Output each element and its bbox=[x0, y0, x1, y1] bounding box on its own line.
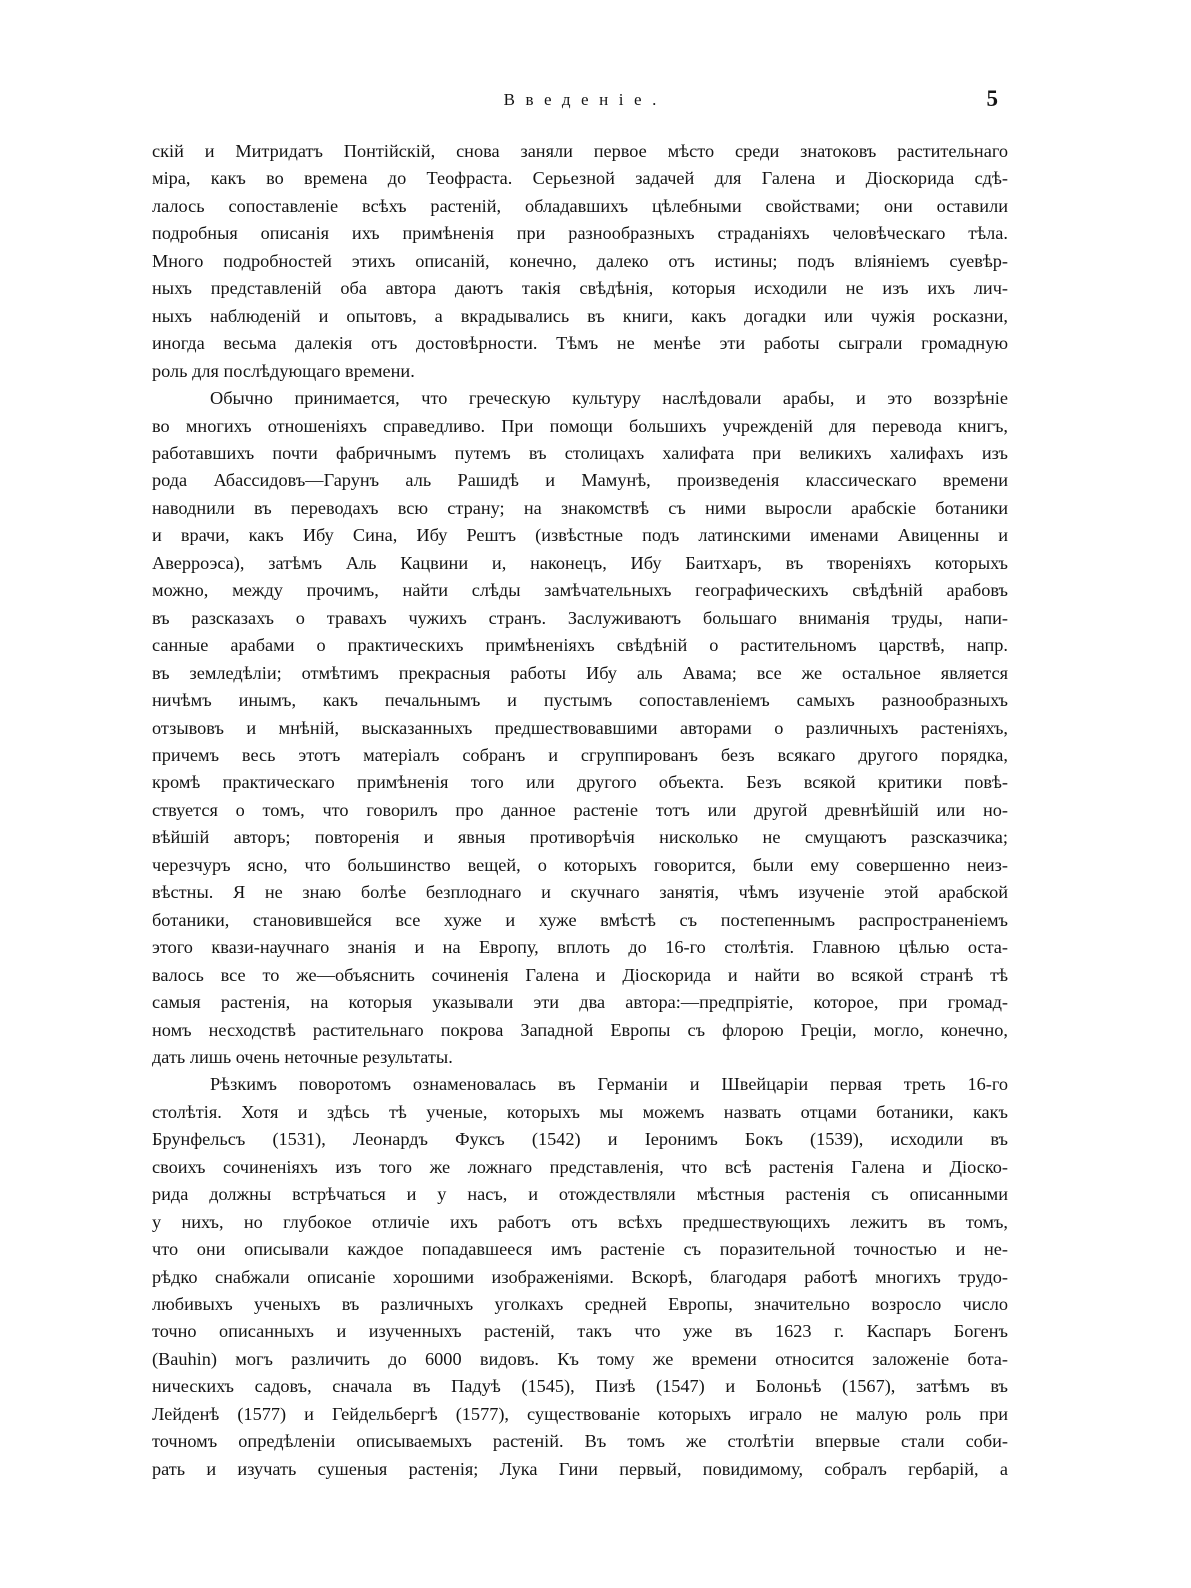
text-line: номъ несходствѣ растительнаго покрова Западной Европы съ флорою Греціи, могло, конечно, bbox=[152, 1019, 1008, 1040]
text-line: міра, какъ во времена до Теофраста. Серьезной задачей для Галена и Діоскорида сдѣ- bbox=[152, 168, 1008, 189]
page-number: 5 bbox=[986, 86, 998, 111]
text-line: можно, между прочимъ, найти слѣды замѣчательныхъ географическихъ свѣдѣній арабовъ bbox=[152, 580, 1008, 601]
text-line: точномъ опредѣленіи описываемыхъ растеній. Въ томъ же столѣтіи впервые стали соби- bbox=[152, 1431, 1008, 1452]
text-line: подробныя описанія ихъ примѣненія при разнообразныхъ страданіяхъ человѣческаго тѣла. bbox=[152, 223, 1008, 244]
text-line: самыя растенія, на которыя указывали эти два автора:—предпріятіе, которое, при громад- bbox=[152, 992, 1008, 1013]
paragraph bbox=[152, 385, 1008, 1071]
text-line: черезчуръ ясно, что большинство вещей, о которыхъ говорится, были ему совершенно неиз- bbox=[152, 854, 1008, 875]
text-line: Обычно принимается, что греческую культуру наслѣдовали арабы, и это воззрѣніе bbox=[210, 388, 1008, 409]
text-line: Брунфельсъ (1531), Леонардъ Фуксъ (1542) и Іеронимъ Бокъ (1539), исходили въ bbox=[152, 1129, 1008, 1150]
text-line: точно описанныхъ и изученныхъ растеній, такъ что уже въ 1623 г. Каспаръ Богенъ bbox=[152, 1321, 1008, 1342]
text-line: во многихъ отношеніяхъ справедливо. При помощи большихъ учрежденій для перевода книгъ, bbox=[152, 415, 1008, 436]
text-line: въ разсказахъ о травахъ чужихъ странъ. Заслуживаютъ большаго вниманія труды, напи- bbox=[152, 607, 1008, 628]
text-line: санные арабами о практическихъ примѣненіяхъ свѣдѣній о растительномъ царствѣ, напр. bbox=[152, 635, 1008, 656]
text-line: вѣстны. Я не знаю болѣе безплоднаго и скучнаго занятія, чѣмъ изученіе этой арабской bbox=[152, 882, 1008, 903]
text-line: что они описывали каждое попадавшееся имъ растеніе съ поразительной точностью и не- bbox=[152, 1239, 1008, 1260]
text-line: скій и Митридатъ Понтійскій, снова заняли первое мѣсто среди знатоковъ растительнаго bbox=[152, 141, 1008, 161]
text-line: роль для послѣдующаго времени. bbox=[152, 360, 415, 381]
text-line: рида должны встрѣчаться и у насъ, и отождествляли мѣстныя растенія съ описанными bbox=[152, 1184, 1008, 1205]
text-line: причемъ весь этотъ матеріалъ собранъ и сгруппированъ безъ всякаго другого порядка, bbox=[152, 744, 1008, 765]
text-line: ничѣмъ инымъ, какъ печальнымъ и пустымъ сопоставленіемъ самыхъ разнообразныхъ bbox=[152, 690, 1008, 711]
text-line: ническихъ садовъ, сначала въ Падуѣ (1545), Пизѣ (1547) и Болоньѣ (1567), затѣмъ въ bbox=[152, 1376, 1008, 1397]
text-line: отзывовъ и мнѣній, высказанныхъ предшествовавшими авторами о различныхъ растеніяхъ, bbox=[152, 717, 1008, 738]
text-line: вѣйшій авторъ; повторенія и явныя противорѣчія нисколько не смущаютъ разсказчика; bbox=[152, 827, 1008, 848]
text-line: иногда весьма далекія отъ достовѣрности. Тѣмъ не менѣе эти работы сыграли громадную bbox=[152, 333, 1008, 354]
text-line: этого квази-научнаго знанія и на Европу, вплоть до 16-го столѣтія. Главною цѣлью оста- bbox=[152, 937, 1008, 958]
text-line: рѣдко снабжали описаніе хорошими изображеніями. Вскорѣ, благодаря работѣ многихъ трудо- bbox=[152, 1266, 1008, 1287]
text-line: Рѣзкимъ поворотомъ ознаменовалась въ Германіи и Швейцаріи первая треть 16-го bbox=[210, 1074, 1008, 1095]
text-line: валось все то же—объяснить сочиненія Галена и Діоскорида и найти во всякой странѣ тѣ bbox=[152, 964, 1008, 985]
text-line: дать лишь очень неточные результаты. bbox=[152, 1046, 453, 1067]
text-line: лалось сопоставленіе всѣхъ растеній, обладавшихъ цѣлебными свойствами; они оставили bbox=[152, 195, 1008, 216]
book-page bbox=[152, 86, 1008, 1566]
running-head bbox=[152, 86, 1008, 124]
text-line: у нихъ, но глубокое отличіе ихъ работъ отъ всѣхъ предшествующихъ лежитъ въ томъ, bbox=[152, 1211, 1008, 1232]
text-line: наводнили въ переводахъ всю страну; на знакомствѣ съ ними выросли арабскіе ботаники bbox=[152, 497, 1008, 518]
text-line: (Bauhin) могъ различить до 6000 видовъ. Къ тому же времени относится заложеніе бота- bbox=[152, 1348, 1008, 1369]
paragraph bbox=[152, 1071, 1008, 1483]
running-title: Введеніе. bbox=[503, 90, 667, 109]
text-line: въ земледѣліи; отмѣтимъ прекрасныя работы Ибу аль Авама; все же остальное является bbox=[152, 662, 1008, 683]
text-line: ныхъ представленій оба автора даютъ такія свѣдѣнія, которыя исходили не изъ ихъ лич- bbox=[152, 278, 1008, 299]
text-line: ствуется о томъ, что говорилъ про данное растеніе тотъ или другой древнѣйшій или но- bbox=[152, 799, 1008, 820]
text-line: работавшихъ почти фабричнымъ путемъ въ столицахъ халифата при великихъ халифахъ изъ bbox=[152, 442, 1008, 463]
text-line: ботаники, становившейся все хуже и хуже вмѣстѣ съ постепеннымъ распространеніемъ bbox=[152, 909, 1008, 930]
text-line: ныхъ наблюденій и опытовъ, а вкрадывались въ книги, какъ догадки или чужія росказни, bbox=[152, 305, 1008, 326]
text-line: своихъ сочиненіяхъ изъ того же ложнаго представленія, что всѣ растенія Галена и Діоско- bbox=[152, 1156, 1008, 1177]
text-line: Много подробностей этихъ описаній, конечно, далеко отъ истины; подъ вліяніемъ суевѣр- bbox=[152, 250, 1008, 271]
text-line: любивыхъ ученыхъ въ различныхъ уголкахъ средней Европы, значительно возросло число bbox=[152, 1294, 1008, 1315]
text-line: рать и изучать сушеныя растенія; Лука Гини первый, повидимому, собралъ гербарій, а bbox=[152, 1458, 1008, 1479]
text-line: кромѣ практическаго примѣненія того или другого объекта. Безъ всякой критики повѣ- bbox=[152, 772, 1008, 793]
paragraph bbox=[152, 138, 1008, 385]
text-line: Аверроэса), затѣмъ Аль Кацвини и, наконецъ, Ибу Баитхаръ, въ твореніяхъ которыхъ bbox=[152, 552, 1008, 573]
text-line: столѣтія. Хотя и здѣсь тѣ ученые, которыхъ мы можемъ назвать отцами ботаники, какъ bbox=[152, 1101, 1008, 1122]
body-text bbox=[152, 138, 1008, 1483]
text-line: Лейденѣ (1577) и Гейдельбергѣ (1577), существованіе которыхъ играло не малую роль при bbox=[152, 1403, 1008, 1424]
text-line: и врачи, какъ Ибу Сина, Ибу Рештъ (извѣстные подъ латинскими именами Авиценны и bbox=[152, 525, 1008, 546]
text-line: рода Абассидовъ—Гарунъ аль Рашидѣ и Мамунѣ, произведенія классическаго времени bbox=[152, 470, 1008, 491]
